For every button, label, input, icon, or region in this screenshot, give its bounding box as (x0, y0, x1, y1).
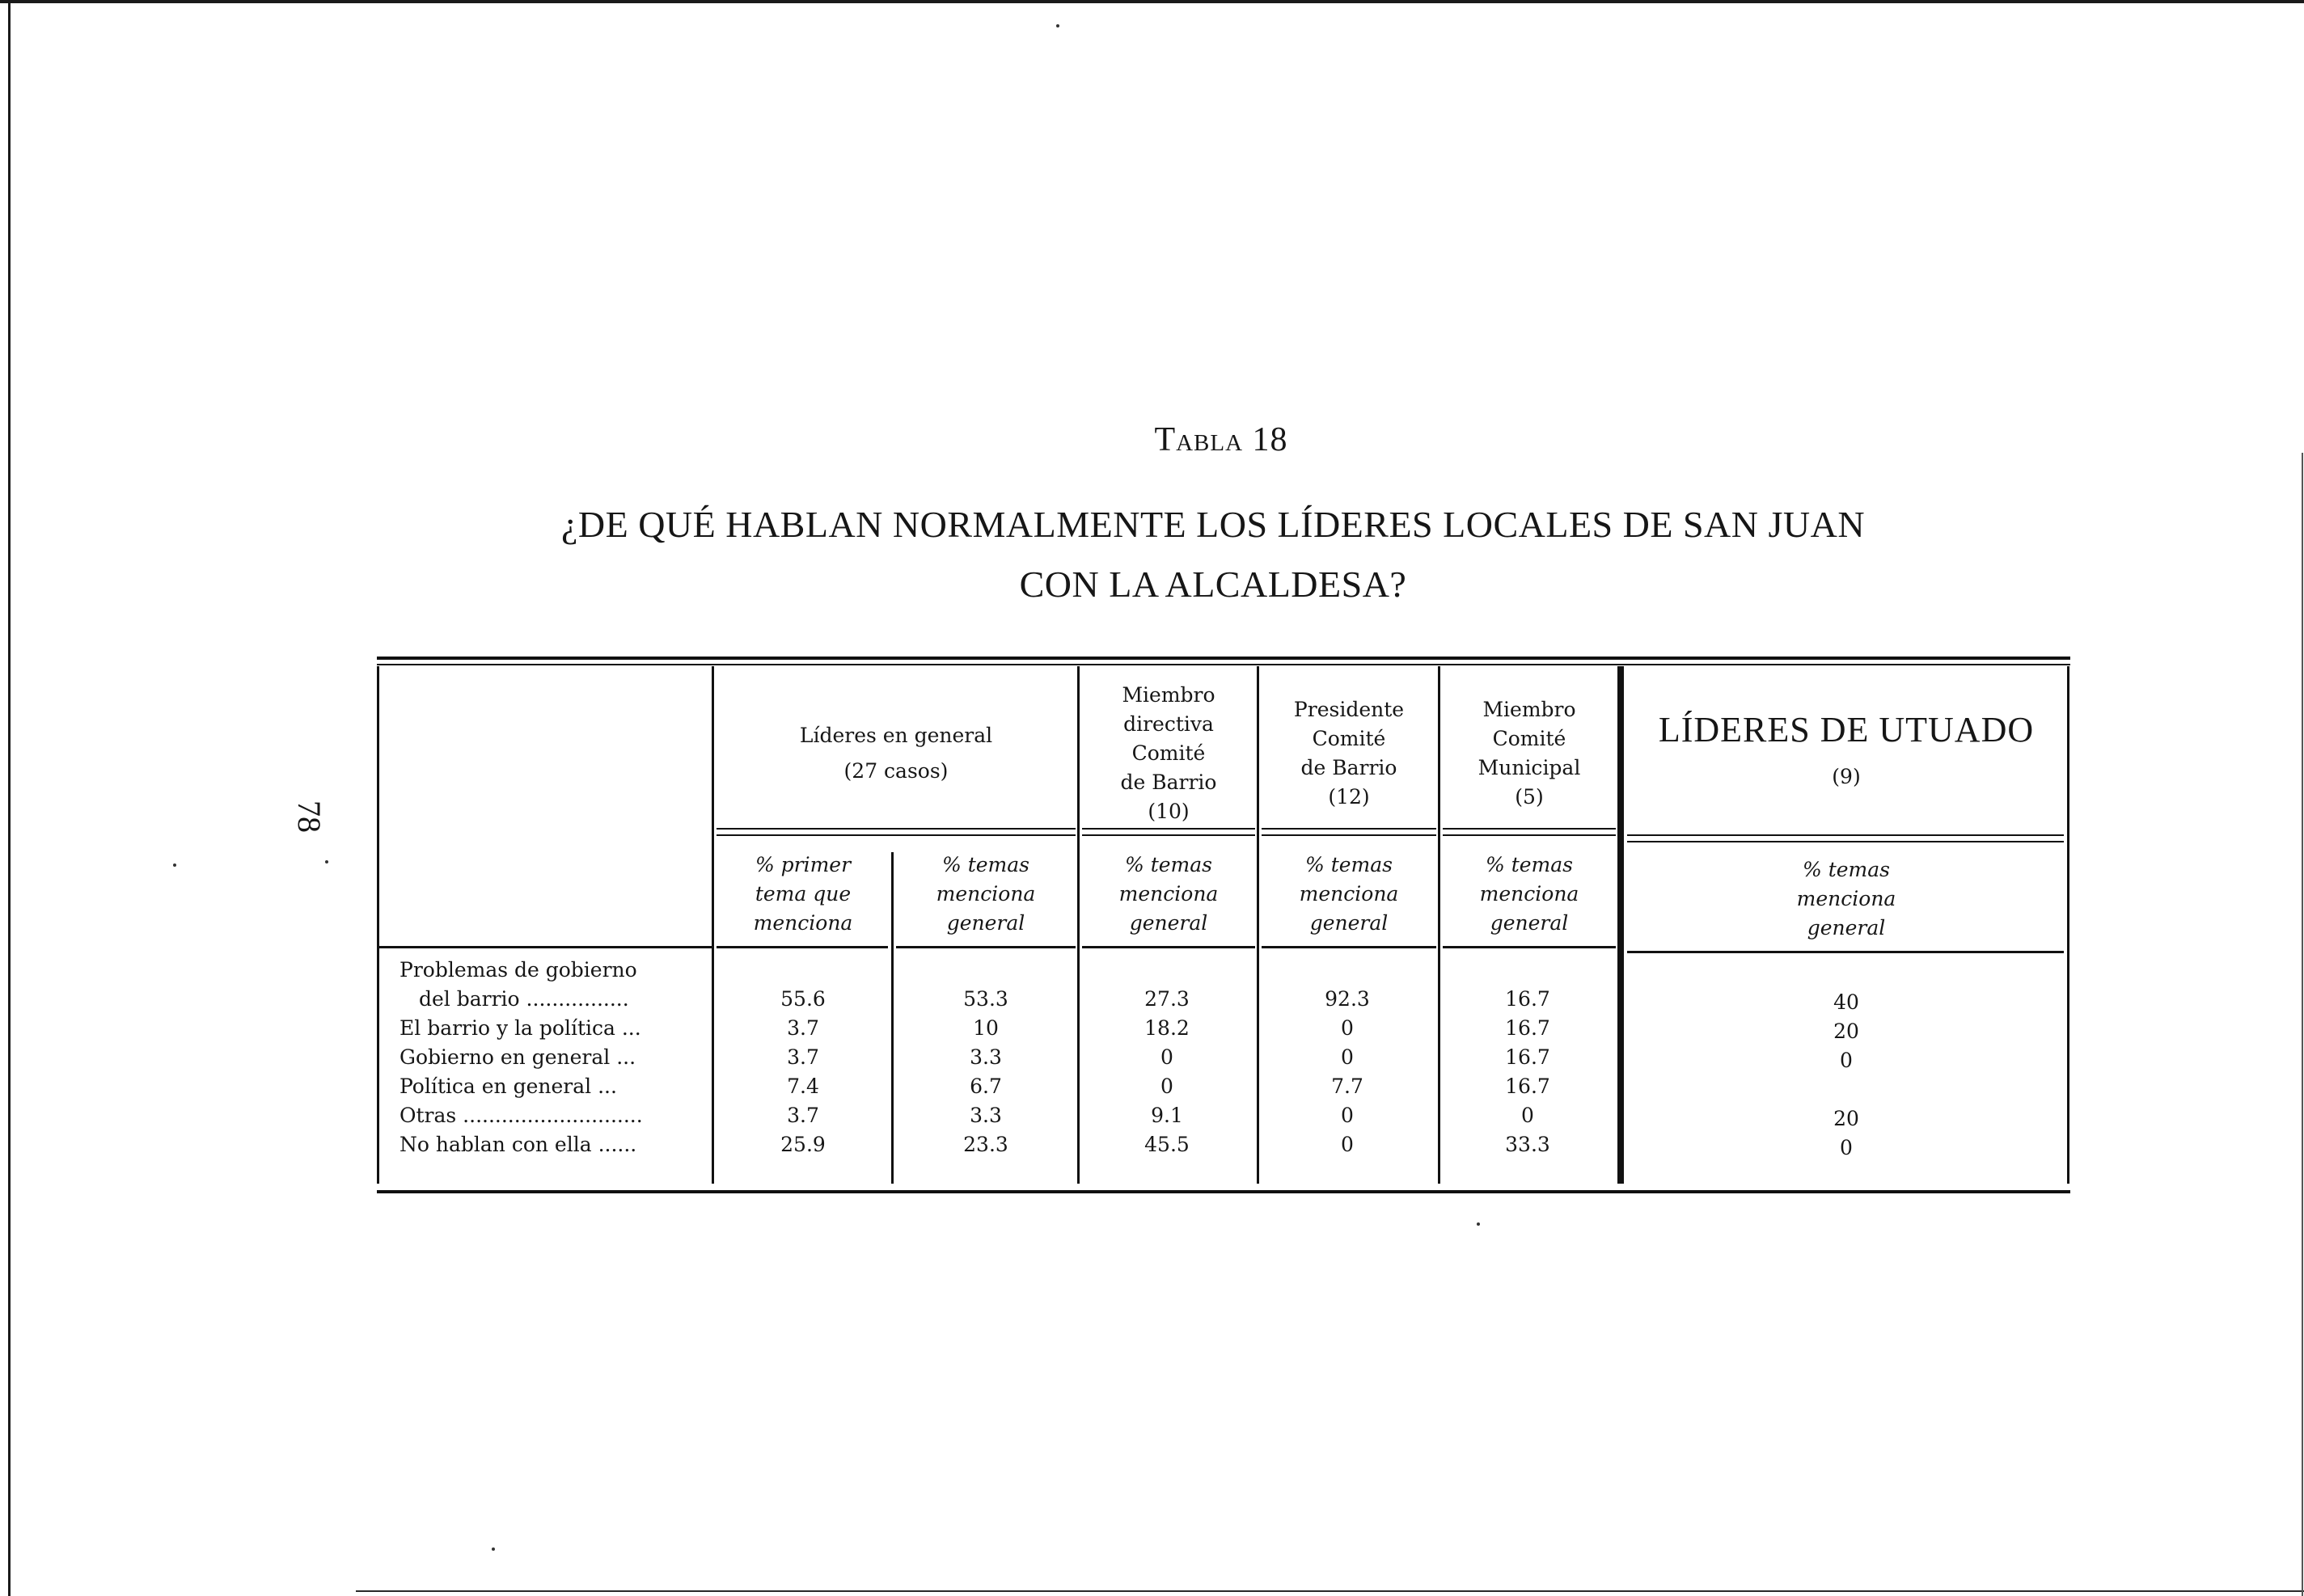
subheader-rule (1443, 946, 1616, 948)
header-rule (1262, 834, 1436, 836)
table-cell: 0 (1160, 1045, 1173, 1069)
table-cell: 3.3 (970, 1045, 1002, 1069)
table-cell: 0 (1341, 1045, 1354, 1069)
table-cell: 0 (1341, 1016, 1354, 1040)
table-cell: 0 (1840, 1136, 1853, 1159)
header-text: Miembro (1122, 683, 1215, 707)
subheader-text: general (1490, 911, 1569, 935)
table-label-number: 18 (1252, 421, 1288, 458)
table-title-line-2: CON LA ALCALDESA? (1019, 564, 1407, 605)
row-label: del barrio ................ (419, 987, 629, 1011)
row-label: Otras ............................ (400, 1104, 643, 1127)
table-cell: 55.6 (780, 987, 826, 1011)
table-cell: 6.7 (970, 1075, 1002, 1098)
column-divider (1438, 666, 1440, 1184)
subheader-text: menciona (936, 882, 1036, 906)
header-miembro-directiva (1080, 681, 1257, 826)
header-text: directiva (1123, 712, 1214, 736)
header-rule (717, 834, 1076, 836)
scan-speck (173, 863, 176, 867)
subheader-text: tema que (755, 882, 852, 906)
column-divider (712, 666, 714, 1184)
scan-edge-right (2302, 453, 2303, 1596)
table-cell: 3.7 (787, 1045, 819, 1069)
page-number: 78 (291, 800, 328, 833)
table-cell: 0 (1341, 1133, 1354, 1156)
table-cell: 16.7 (1505, 987, 1550, 1011)
header-text: (27 casos) (843, 759, 949, 783)
subheader-text: % temas (942, 853, 1029, 876)
subheader-rule (1262, 946, 1436, 948)
subheader-text: % temas (1125, 853, 1212, 876)
header-text: Presidente (1293, 698, 1405, 721)
subheader-temas-general (894, 847, 1077, 941)
header-text: Comité (1492, 727, 1566, 750)
header-text: Líderes en general (799, 724, 993, 747)
subheader-temas-general (1625, 852, 2067, 946)
scan-edge-left (8, 0, 11, 1596)
table-cell: 20 (1833, 1107, 1859, 1130)
header-text: Comité (1131, 741, 1206, 765)
table-cell: 9.1 (1151, 1104, 1183, 1127)
table-cell: 33.3 (1505, 1133, 1550, 1156)
subheader-text: % temas (1803, 858, 1890, 881)
scan-edge-top (0, 0, 2304, 3)
header-rule (1082, 834, 1255, 836)
table-title-line-1: ¿DE QUÉ HABLAN NORMALMENTE LOS LÍDERES LOCALES DE SAN JUAN (560, 504, 1866, 545)
header-rule (1627, 834, 2064, 836)
table-top-rule-inner (377, 664, 2070, 665)
header-text: de Barrio (1300, 756, 1397, 779)
table-cell: 3.7 (787, 1104, 819, 1127)
table-cell: 18.2 (1144, 1016, 1190, 1040)
table-bottom-rule (377, 1190, 2070, 1193)
header-text: Municipal (1478, 756, 1581, 779)
stub-rule (377, 946, 713, 948)
subheader-text: % temas (1305, 853, 1393, 876)
subheader-text: menciona (1479, 882, 1579, 906)
table-cell: 7.7 (1331, 1075, 1363, 1098)
header-rule (717, 828, 1076, 830)
subheader-text: % primer (755, 853, 852, 876)
column-divider (2067, 666, 2069, 1184)
header-lideres-general (715, 681, 1077, 826)
header-text: (10) (1148, 800, 1190, 823)
subheader-rule (1627, 951, 2064, 953)
header-text: Comité (1312, 727, 1386, 750)
data-table (377, 657, 2070, 1198)
row-label: Política en general ... (400, 1075, 617, 1098)
table-cell: 25.9 (780, 1133, 826, 1156)
table-cell: 20 (1833, 1020, 1859, 1043)
scan-speck (1477, 1222, 1480, 1226)
scan-speck (1056, 24, 1059, 27)
header-text: (9) (1832, 765, 1861, 788)
scan-edge-bottom (356, 1590, 2304, 1592)
scan-speck (492, 1547, 495, 1551)
header-text: (5) (1515, 785, 1544, 809)
table-cell: 16.7 (1505, 1045, 1550, 1069)
header-rule (1627, 841, 2064, 842)
table-cell: 27.3 (1144, 987, 1190, 1011)
row-label: Gobierno en general ... (400, 1045, 636, 1069)
table-cell: 0 (1341, 1104, 1354, 1127)
table-cell: 0 (1160, 1075, 1173, 1098)
subheader-text: menciona (1796, 887, 1896, 910)
header-text: Miembro (1482, 698, 1576, 721)
subheader-rule (717, 946, 888, 948)
table-label-prefix: Tabla (1154, 421, 1244, 458)
subheader-text: general (946, 911, 1025, 935)
header-rule (1082, 828, 1255, 830)
subheader-text: general (1309, 911, 1389, 935)
header-lideres-utuado (1625, 681, 2067, 826)
column-divider (891, 852, 894, 1184)
subheader-text: % temas (1486, 853, 1573, 876)
table-label (0, 420, 2304, 459)
header-text: LÍDERES DE UTUADO (1658, 710, 2035, 749)
row-label: No hablan con ella ...... (400, 1133, 637, 1156)
subheader-text: general (1129, 911, 1208, 935)
table-top-rule (377, 657, 2070, 660)
table-cell: 0 (1840, 1049, 1853, 1072)
header-text: (12) (1328, 785, 1370, 809)
header-rule (1443, 834, 1616, 836)
header-text: de Barrio (1120, 771, 1217, 794)
header-miembro-municipal (1441, 681, 1617, 826)
table-cell: 16.7 (1505, 1016, 1550, 1040)
table-cell: 3.7 (787, 1016, 819, 1040)
scan-speck (325, 860, 328, 863)
subheader-text: menciona (753, 911, 853, 935)
table-cell: 16.7 (1505, 1075, 1550, 1098)
subheader-text: menciona (1299, 882, 1399, 906)
column-divider (1257, 666, 1259, 1184)
table-cell: 45.5 (1144, 1133, 1190, 1156)
subheader-rule (896, 946, 1076, 948)
column-divider (377, 666, 379, 1184)
subheader-temas-general (1080, 847, 1257, 941)
column-divider (1077, 666, 1080, 1184)
table-cell: 3.3 (970, 1104, 1002, 1127)
subheader-text: general (1807, 916, 1886, 939)
table-cell: 92.3 (1325, 987, 1370, 1011)
table-title (469, 495, 1957, 614)
column-divider (1617, 666, 1624, 1184)
table-cell: 23.3 (963, 1133, 1008, 1156)
subheader-rule (1082, 946, 1255, 948)
table-cell: 0 (1521, 1104, 1534, 1127)
subheader-temas-general (1260, 847, 1438, 941)
table-cell: 40 (1833, 990, 1859, 1014)
table-cell: 7.4 (787, 1075, 819, 1098)
header-rule (1262, 828, 1436, 830)
row-label: Problemas de gobierno (400, 958, 637, 982)
table-cell: 10 (973, 1016, 999, 1040)
table-cell: 53.3 (963, 987, 1008, 1011)
subheader-primer-tema (715, 847, 891, 941)
subheader-temas-general (1441, 847, 1617, 941)
row-label: El barrio y la política ... (400, 1016, 641, 1040)
subheader-text: menciona (1118, 882, 1219, 906)
header-rule (1443, 828, 1616, 830)
header-presidente-comite (1260, 681, 1438, 826)
